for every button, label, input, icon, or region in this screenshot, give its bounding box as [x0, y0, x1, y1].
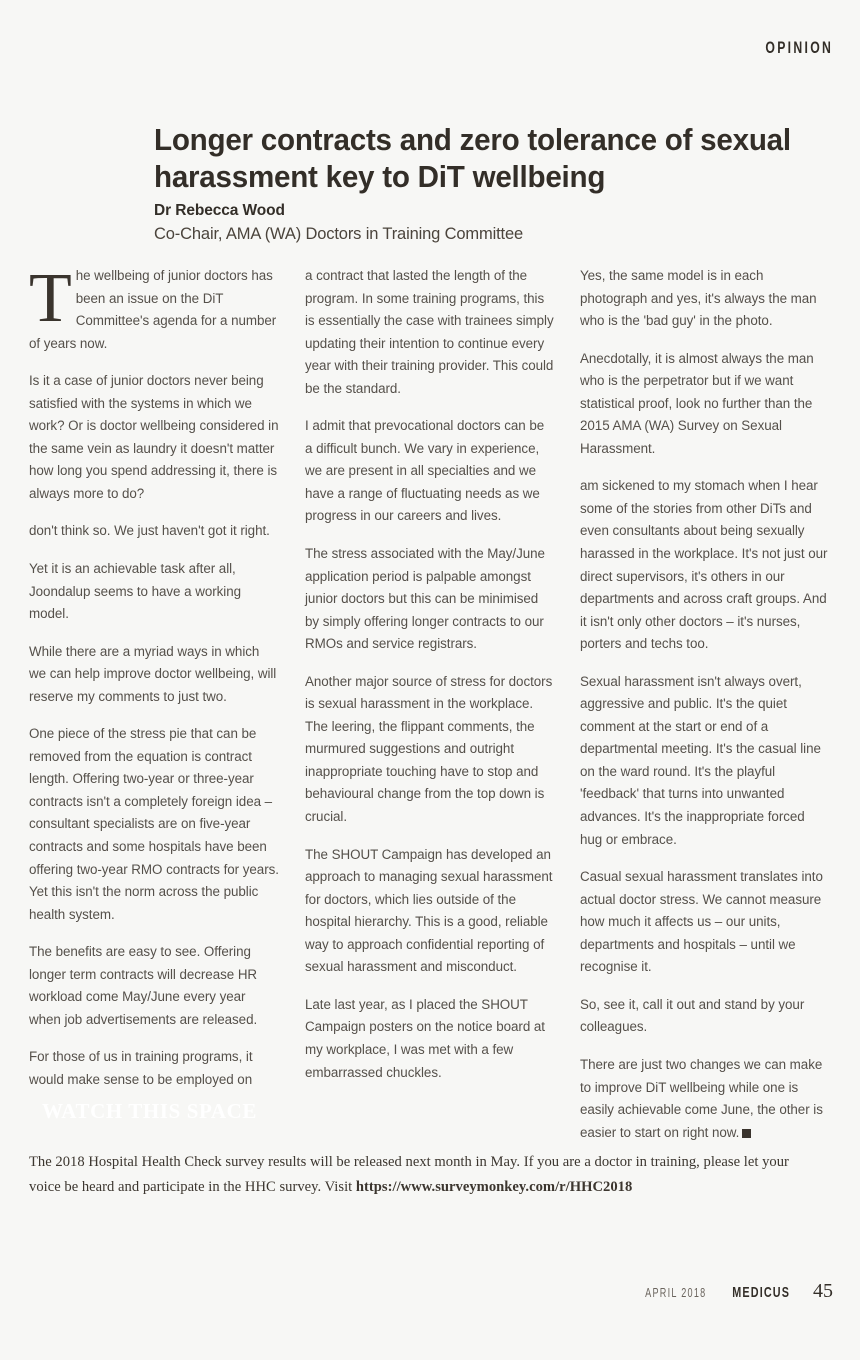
- watch-this-space-title: WATCH THIS SPACE: [42, 1099, 257, 1123]
- footer-masthead: MEDICUS: [731, 1284, 790, 1301]
- paragraph: So, see it, call it out and stand by your colleagues.: [580, 996, 805, 1035]
- paragraph: Casual sexual harassment translates into actual doctor stress. We cannot measure how much it affects us – our units, departments and hospitals – until we recognise it.: [580, 869, 823, 975]
- paragraph: [29, 260, 279, 355]
- paragraph: don't think so. We just haven't got it right.: [29, 523, 270, 539]
- footer-issue-date: APRIL 2018: [645, 1285, 707, 1300]
- paragraph-text: he wellbeing of junior doctors has been an issue on the DiT Committee's agenda for a number of years now.: [29, 268, 277, 351]
- paragraph: Late last year, as I placed the SHOUT Campaign posters on the notice board at my workplace, I was met with a few embarrassed chuckles.: [305, 996, 545, 1080]
- byline-author-role: Co-Chair, AMA (WA) Doctors in Training Committee: [154, 225, 524, 243]
- footer-page-number: 45: [813, 1280, 833, 1302]
- article-column-1: [29, 260, 279, 1092]
- watch-this-space-band: [42, 1098, 802, 1124]
- paragraph: While there are a myriad ways in which we can help improve doctor wellbeing, will reserve my comments to just two.: [29, 643, 277, 704]
- paragraph: One piece of the stress pie that can be removed from the equation is contract length. Offering two-year or three-year contracts isn't a completely foreign idea – consultant specialists are on five-year contracts and some hospitals have been offering two-year RMO contracts for years. Yet this isn't the norm across the public health system.: [29, 726, 279, 922]
- paragraph: The benefits are easy to see. Offering longer term contracts will decrease HR workload come May/June every year when job advertisements are released.: [29, 944, 258, 1027]
- byline: [154, 201, 844, 246]
- article-column-3: [580, 265, 830, 1144]
- article-column-2: [305, 265, 555, 1084]
- paragraph: The SHOUT Campaign has developed an approach to managing sexual harassment for doctors, which lies outside of the hospital hierarchy. This is a good, reliable way to approach confidential reporting of sexual harassment and misconduct.: [305, 846, 553, 975]
- paragraph: Anecdotally, it is almost always the man who is the perpetrator but if we want statistical proof, look no further than the 2015 AMA (WA) Survey on Sexual Harassment.: [580, 350, 814, 456]
- paragraph-text: There are just two changes we can make to improve DiT wellbeing while one is easily achievable come June, the other is easier to start on right now.: [580, 1056, 823, 1140]
- paragraph: I admit that prevocational doctors can be a difficult bunch. We vary in experience, we are present in all specialties and we have a range of fluctuating needs as we progress in our careers and lives.: [305, 418, 545, 524]
- paragraph: Sexual harassment isn't always overt, aggressive and public. It's the quiet comment at the start or end of a departmental meeting. It's the casual line on the ward round. It's the playful 'feedback' that turns into unwanted advances. It's the inappropriate forced hug or embrace.: [580, 673, 821, 847]
- paragraph: Yes, the same model is in each photograph and yes, it's always the man who is the 'bad guy' in the photo.: [580, 268, 817, 329]
- page-title: Longer contracts and zero tolerance of sexual harassment key to DiT wellbeing: [154, 123, 791, 195]
- paragraph: am sickened to my stomach when I hear some of the stories from other DiTs and even consultants about being sexually harassed in the workplace. It's not just our direct supervisors, it's others in our departments and across craft groups. And it isn't only other doctors – it's nurses, porters and techs too.: [580, 478, 828, 652]
- paragraph: Yet it is an achievable task after all, Joondalup seems to have a working model.: [29, 561, 241, 622]
- byline-author-name: Dr Rebecca Wood: [154, 202, 285, 219]
- end-of-article-mark: [742, 1129, 751, 1138]
- survey-link[interactable]: https://www.surveymonkey.com/r/HHC2018: [355, 1179, 633, 1195]
- paragraph: Another major source of stress for doctors is sexual harassment in the workplace. The leering, the flippant comments, the murmured suggestions and outright inappropriate touching have to stop and behavioural change from the top down is crucial.: [305, 673, 553, 825]
- paragraph: For those of us in training programs, it would make sense to be employed on: [29, 1049, 253, 1087]
- paragraph: Is it a case of junior doctors never being satisfied with the systems in which we work? Or is doctor wellbeing considered in the same vein as laundry it doesn't matter how long you spend addressing it, there is always more to do?: [29, 373, 279, 501]
- dropcap-letter: T: [29, 260, 72, 337]
- page-footer: [632, 1280, 833, 1303]
- paragraph: a contract that lasted the length of the program. In some training programs, this is essentially the case with trainees simply updating their intention to continue every year with their training provider. This could be the standard.: [305, 268, 554, 396]
- watch-this-space-text: The 2018 Hospital Health Check survey results will be released next month in May. If you are a doctor in training, please let your voice be heard and participate in the HHC survey. Visit: [29, 1154, 789, 1195]
- paragraph: The stress associated with the May/June application period is palpable amongst junior doctors but this can be minimised by simply offering longer contracts to our RMOs and service registrars.: [305, 546, 545, 652]
- section-kicker: OPINION: [765, 38, 833, 57]
- watch-this-space-body: [29, 1150, 804, 1200]
